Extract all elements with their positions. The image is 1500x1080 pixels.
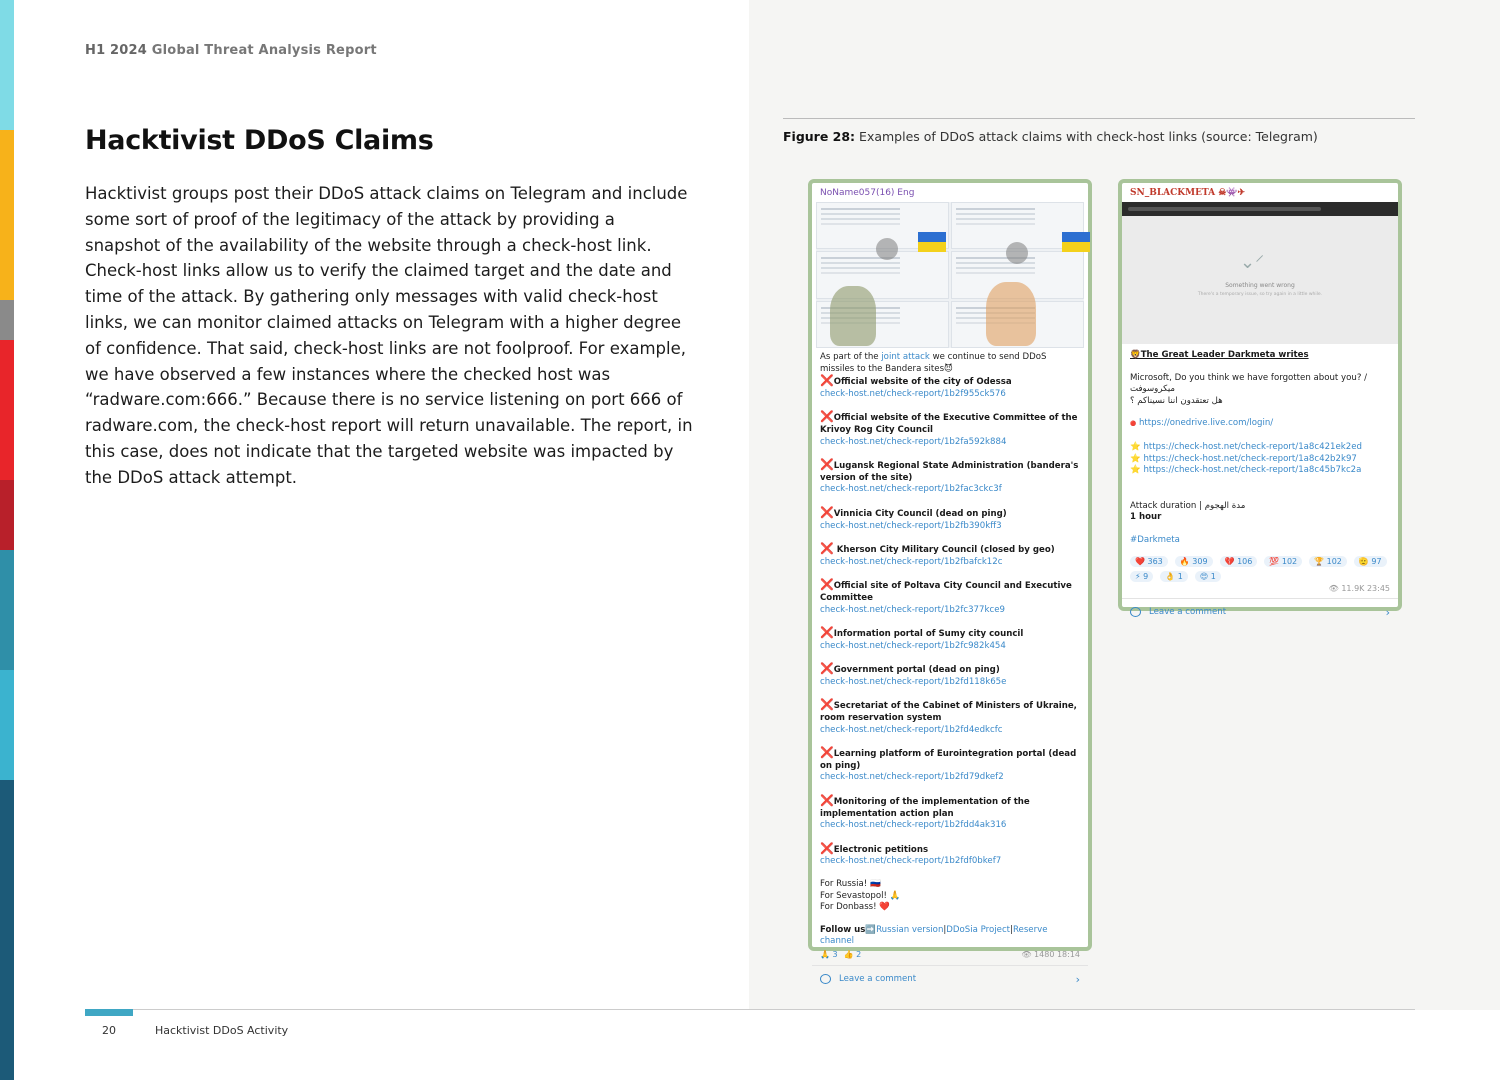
ukraine-flag-icon: [918, 232, 946, 252]
target-item: [820, 411, 1080, 448]
target-item: [820, 699, 1080, 736]
check-host-link[interactable]: check-host.net/check-report/1b2fc982k454: [820, 640, 1006, 651]
check-host-link[interactable]: check-host.net/check-report/1b2fc377kce9: [820, 604, 1005, 615]
channel-name[interactable]: SN_BLACKMETA ☠👾✈: [1130, 188, 1246, 198]
leave-comment-label: Leave a comment: [1149, 607, 1227, 618]
figure-caption: [783, 129, 1318, 144]
separator: |: [1010, 924, 1013, 935]
duration-label: Attack duration | مدة الهجوم: [1130, 500, 1246, 511]
bear-paw-icon: [876, 238, 898, 260]
footer-divider: [85, 1009, 1415, 1010]
target-item: [820, 375, 1080, 400]
target-item: [820, 579, 1080, 616]
target-item: [820, 459, 1080, 496]
telegram-post-noname: [808, 179, 1092, 986]
target-title: Vinnicia City Council (dead on ping): [833, 508, 1007, 519]
follow-row: [820, 925, 1080, 948]
check-host-link[interactable]: check-host.net/check-report/1b2fdf0bkef7: [820, 856, 1002, 867]
hashtag-link[interactable]: #Darkmeta: [1130, 534, 1180, 545]
intro-text: As part of the: [820, 352, 882, 362]
star-icon: ⭐: [1130, 465, 1141, 476]
intro-text-end: we continue to send DDoS missiles to the Bandera sites😈: [820, 352, 1047, 374]
browser-bar: [1122, 202, 1398, 216]
bear-paw-icon: [1006, 242, 1028, 264]
check-host-link[interactable]: check-host.net/check-report/1b2fd4edkcfc: [820, 724, 1003, 735]
red-cross-icon: ❌: [820, 458, 834, 472]
post-author: 🦁The Great Leader Darkmeta writes: [1130, 350, 1309, 360]
leave-comment-label: Leave a comment: [839, 974, 917, 985]
reaction-badge[interactable]: 👌 1: [1160, 571, 1188, 582]
target-item: [820, 663, 1080, 688]
page-title: Hacktivist DDoS Claims: [85, 125, 434, 156]
figure-label: Figure 28:: [783, 129, 856, 144]
target-item: [820, 843, 1080, 868]
check-host-link[interactable]: https://check-host.net/check-report/1a8c421ek2ed: [1143, 441, 1362, 452]
check-host-link[interactable]: check-host.net/check-report/1b2fac3ckc3f: [820, 484, 1002, 495]
target-title: Government portal (dead on ping): [833, 665, 1000, 676]
target-title: Learning platform of Eurointegration portal (dead on ping): [820, 749, 1077, 771]
target-title: Secretariat of the Cabinet of Ministers of Ukraine, room reservation system: [820, 701, 1077, 724]
reactions: [1122, 556, 1398, 582]
page-number: 20: [102, 1024, 116, 1037]
reactions: [820, 950, 861, 959]
red-dot-icon: 🔴: [1130, 421, 1137, 428]
screenshot-collage-image: [816, 202, 1084, 348]
target-title: Monitoring of the implementation of the implementation action plan: [820, 797, 1030, 819]
red-cross-icon: ❌: [820, 698, 834, 712]
reaction-badge[interactable]: 💔 106: [1220, 556, 1258, 567]
bear-soldier-image: [986, 282, 1036, 346]
duration-value: 1 hour: [1130, 512, 1162, 523]
chevron-right-icon: ›: [1075, 972, 1080, 986]
chevron-right-icon: ›: [1385, 605, 1390, 619]
target-title: Information portal of Sumy city council: [833, 629, 1024, 640]
bear-soldier-image: [830, 286, 876, 346]
separator: |: [943, 924, 947, 935]
target-title: Official website of the Executive Committee of the Krivoy Rog City Council: [820, 413, 1078, 435]
reaction-badge[interactable]: ⚡ 9: [1130, 571, 1153, 582]
leave-comment-button[interactable]: [812, 965, 1088, 993]
closing-line: For Russia! 🇷🇺: [820, 879, 881, 889]
red-cross-icon: ❌: [820, 626, 834, 640]
target-item: [820, 627, 1080, 652]
follow-label: Follow us➡️: [820, 924, 877, 935]
reaction-badge[interactable]: 🫡 97: [1354, 556, 1387, 567]
reaction-badge[interactable]: 😍 1: [1195, 571, 1221, 582]
decorative-left-stripe: [0, 0, 14, 1080]
figure-caption-text: Examples of DDoS attack claims with check-host links (source: Telegram): [859, 129, 1318, 144]
reaction-thumbs-up[interactable]: 👍 2: [843, 949, 862, 959]
ddosia-project-link[interactable]: DDoSia Project: [946, 924, 1011, 935]
reaction-badge[interactable]: ❤️ 363: [1130, 556, 1168, 567]
report-header: [85, 43, 377, 58]
check-host-link[interactable]: check-host.net/check-report/1b2fdd4ak316: [820, 820, 1007, 831]
check-host-link[interactable]: https://check-host.net/check-report/1a8c45b7kc2a: [1143, 465, 1362, 476]
check-host-link[interactable]: check-host.net/check-report/1b2fb390kff3: [820, 520, 1002, 531]
red-cross-icon: ❌: [820, 374, 834, 388]
check-host-link[interactable]: check-host.net/check-report/1b2fd118k65e: [820, 676, 1007, 687]
target-title: Kherson City Military Council (closed by geo): [833, 545, 1055, 556]
screenshot-error-subtitle: There's a temporary issue, so try again in a little while.: [1197, 292, 1323, 297]
report-year: H1 2024: [85, 43, 148, 58]
closing-line: For Donbass! ❤️: [820, 902, 891, 913]
check-host-link[interactable]: https://check-host.net/check-report/1a8c42b2k97: [1143, 453, 1357, 464]
red-cross-icon: ❌: [820, 505, 834, 519]
footer-accent-bar: [85, 1009, 133, 1016]
check-host-link[interactable]: check-host.net/check-report/1b2fd79dkef2: [820, 772, 1004, 783]
target-item: [820, 795, 1080, 832]
comment-bubble-icon: [820, 974, 831, 984]
red-cross-icon: ❌: [820, 746, 834, 760]
body-paragraph: Hacktivist groups post their DDoS attack claims on Telegram and include some sort of proof of the legitimacy of the attack by providing a snapshot of the availability of the website through a check-host link. Check-host links allow us to verify the claimed target and the date and time of the attack. By gathering only messages with valid check-host links, we can monitor claimed attacks on Telegram with a higher degree of confidence. That said, check-host links are not foolproof. For example, we have observed a few instances where the checked host was “radware.com:666.” Because there is no service listening on port 666 of radware.com, the check-host report will return unavailable. The report, in this case, does not indicate that the targeted website was impacted by the DDoS attack attempt.: [85, 184, 693, 487]
error-page-screenshot: [1122, 202, 1398, 344]
question-english: Microsoft, Do you think we have forgotten about you? /ميكروسوفت: [1130, 372, 1368, 395]
check-host-link[interactable]: check-host.net/check-report/1b2fa592k884: [820, 436, 1007, 447]
target-item: [820, 543, 1080, 568]
ukraine-flag-icon: [1062, 232, 1090, 252]
post-question: [1130, 373, 1390, 408]
post-intro: [820, 352, 1080, 375]
russian-version-link[interactable]: Russian version: [876, 924, 944, 935]
comment-bubble-icon: [1130, 607, 1141, 617]
channel-name[interactable]: NoName057(16) Eng: [820, 188, 915, 198]
red-cross-icon: ❌: [820, 542, 834, 556]
target-title: Lugansk Regional State Administration (bandera's version of the site): [820, 461, 1079, 483]
red-cross-icon: ❌: [820, 794, 834, 808]
red-cross-icon: ❌: [820, 841, 834, 855]
star-icon: ⭐: [1130, 453, 1141, 464]
error-graphic-icon: ⌄⸍: [1240, 252, 1265, 273]
target-item: [820, 747, 1080, 784]
reaction-badge[interactable]: 🔥 309: [1175, 556, 1213, 567]
view-count: 👁 1480 18:14: [1021, 949, 1080, 959]
screenshot-error-title: Something went wrong: [1225, 282, 1295, 289]
target-title: Official site of Poltava City Council and Executive Committee: [820, 581, 1072, 603]
target-item: [820, 507, 1080, 532]
check-host-link[interactable]: check-host.net/check-report/1b2f955ck576: [820, 388, 1006, 399]
target-title: Electronic petitions: [833, 844, 929, 855]
post-footer: [812, 950, 1088, 959]
reaction-pray[interactable]: 🙏 3: [820, 949, 838, 959]
reaction-badge[interactable]: 🏆 102: [1309, 556, 1347, 567]
target-title: Official website of the city of Odessa: [833, 377, 1012, 388]
post-message: [1122, 344, 1398, 547]
target-row: [1130, 418, 1390, 431]
check-host-link[interactable]: check-host.net/check-report/1b2fbafck12c: [820, 556, 1003, 567]
red-cross-icon: ❌: [820, 410, 834, 424]
question-arabic: هل تعتقدون اننا نسيناكم ؟: [1130, 395, 1223, 406]
attack-duration: [1130, 501, 1390, 524]
report-title: Global Threat Analysis Report: [151, 43, 377, 58]
joint-attack-link[interactable]: joint attack: [881, 352, 930, 362]
target-list: [820, 375, 1080, 868]
star-icon: ⭐: [1130, 441, 1141, 452]
report-links: [1130, 442, 1390, 477]
section-name: Hacktivist DDoS Activity: [155, 1024, 289, 1037]
reserve-channel-link[interactable]: Reserve channel: [820, 924, 1048, 947]
red-cross-icon: ❌: [820, 578, 834, 592]
closing-lines: [820, 879, 1080, 914]
telegram-post-blackmeta: [1118, 179, 1402, 619]
post-meta: [1122, 582, 1398, 594]
reaction-badge[interactable]: 💯 102: [1264, 556, 1302, 567]
view-count: 👁 11.9K 23:45: [1328, 583, 1390, 593]
leave-comment-button[interactable]: [1122, 598, 1398, 626]
target-link[interactable]: https://onedrive.live.com/login/: [1138, 418, 1274, 429]
figure-divider: [783, 118, 1415, 119]
closing-line: For Sevastopol! 🙏: [820, 890, 901, 901]
red-cross-icon: ❌: [820, 662, 834, 676]
post-message: [812, 348, 1088, 948]
